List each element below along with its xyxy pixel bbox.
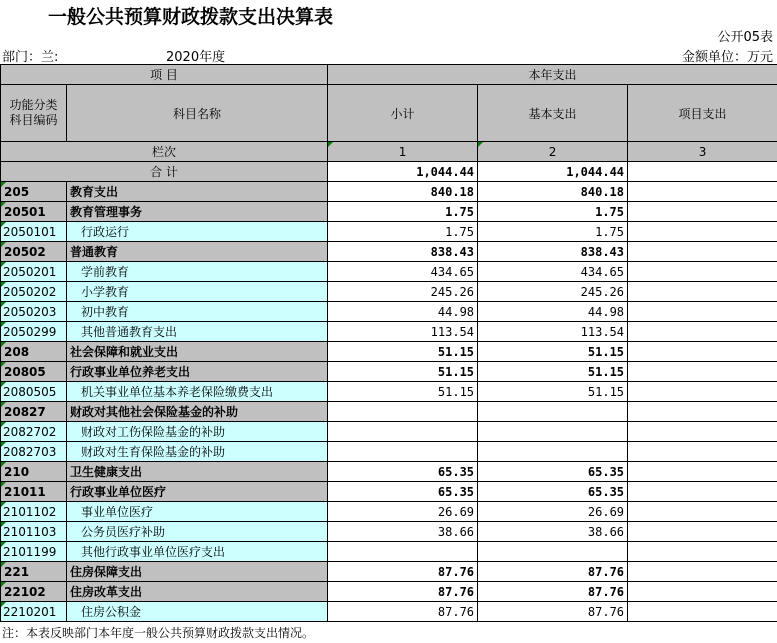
table-row xyxy=(1,442,777,462)
header-func-code: 功能分类科目编码 xyxy=(1,85,67,142)
row-basic: 51.15 xyxy=(478,342,628,362)
header-row-3 xyxy=(1,142,777,162)
table-row xyxy=(1,342,777,362)
row-basic xyxy=(478,442,628,462)
table-row xyxy=(1,422,777,442)
row-code: 2210201 xyxy=(1,602,67,622)
row-subject-name: 社会保障和就业支出 xyxy=(67,342,328,362)
row-code: 2082702 xyxy=(1,422,67,442)
table-row xyxy=(1,482,777,502)
row-code: 208 xyxy=(1,342,67,362)
row-subject-name: 教育支出 xyxy=(67,182,328,202)
row-subject-name: 住房公积金 xyxy=(67,602,328,622)
row-basic xyxy=(478,542,628,562)
row-subtotal: 840.18 xyxy=(328,182,478,202)
row-code: 20502 xyxy=(1,242,67,262)
row-code: 2050101 xyxy=(1,222,67,242)
table-row xyxy=(1,382,777,402)
row-subject-name: 小学教育 xyxy=(67,282,328,302)
row-subtotal xyxy=(328,422,478,442)
row-subject-name: 普通教育 xyxy=(67,242,328,262)
row-subject-name: 财政对生育保险基金的补助 xyxy=(67,442,328,462)
table-row xyxy=(1,302,777,322)
header-row-2 xyxy=(1,85,777,142)
row-code: 2050201 xyxy=(1,262,67,282)
row-code: 22102 xyxy=(1,582,67,602)
row-subtotal: 26.69 xyxy=(328,502,478,522)
table-row xyxy=(1,462,777,482)
row-subtotal: 838.43 xyxy=(328,242,478,262)
row-subject-name: 其他普通教育支出 xyxy=(67,322,328,342)
row-project xyxy=(628,322,777,342)
fiscal-year: 2020年度 xyxy=(166,50,226,65)
row-code: 210 xyxy=(1,462,67,482)
row-project xyxy=(628,182,777,202)
row-subtotal: 87.76 xyxy=(328,582,478,602)
row-subject-name: 公务员医疗补助 xyxy=(67,522,328,542)
row-code: 2101199 xyxy=(1,542,67,562)
row-basic: 65.35 xyxy=(478,482,628,502)
table-row xyxy=(1,182,777,202)
row-basic: 434.65 xyxy=(478,262,628,282)
row-project xyxy=(628,602,777,622)
row-subtotal: 87.76 xyxy=(328,602,478,622)
row-project xyxy=(628,582,777,602)
row-basic xyxy=(478,422,628,442)
row-project xyxy=(628,542,777,562)
row-subject-name: 行政事业单位医疗 xyxy=(67,482,328,502)
row-code: 20501 xyxy=(1,202,67,222)
row-project xyxy=(628,502,777,522)
row-basic: 840.18 xyxy=(478,182,628,202)
row-subtotal: 245.26 xyxy=(328,282,478,302)
row-project xyxy=(628,562,777,582)
table-row xyxy=(1,502,777,522)
row-project xyxy=(628,262,777,282)
header-item: 项 目 xyxy=(1,65,328,85)
total-subtotal: 1,044.44 xyxy=(328,162,478,182)
row-subtotal: 87.76 xyxy=(328,562,478,582)
row-subject-name: 行政运行 xyxy=(67,222,328,242)
row-subject-name: 财政对工伤保险基金的补助 xyxy=(67,422,328,442)
table-row xyxy=(1,262,777,282)
row-project xyxy=(628,242,777,262)
table-row xyxy=(1,282,777,302)
table-row xyxy=(1,362,777,382)
row-subtotal: 65.35 xyxy=(328,462,478,482)
row-subject-name: 住房保障支出 xyxy=(67,562,328,582)
row-project xyxy=(628,342,777,362)
table-row xyxy=(1,222,777,242)
total-label: 合 计 xyxy=(1,162,328,182)
header-basic: 基本支出 xyxy=(478,85,628,142)
row-basic: 65.35 xyxy=(478,462,628,482)
row-subtotal: 51.15 xyxy=(328,382,478,402)
row-basic: 44.98 xyxy=(478,302,628,322)
row-subject-name: 机关事业单位基本养老保险缴费支出 xyxy=(67,382,328,402)
header-subject-name: 科目名称 xyxy=(67,85,328,142)
table-row xyxy=(1,522,777,542)
currency-unit: 金额单位：万元 xyxy=(681,50,773,65)
expenditure-table xyxy=(0,64,777,622)
header-current-year: 本年支出 xyxy=(328,65,777,85)
row-project xyxy=(628,462,777,482)
row-subject-name: 住房改革支出 xyxy=(67,582,328,602)
table-row xyxy=(1,402,777,422)
table-row xyxy=(1,322,777,342)
header-col2: 2 xyxy=(478,142,628,162)
table-row xyxy=(1,542,777,562)
row-code: 21011 xyxy=(1,482,67,502)
department-label: 部门：兰: xyxy=(2,50,59,65)
header-project: 项目支出 xyxy=(628,85,777,142)
row-basic: 87.76 xyxy=(478,602,628,622)
row-project xyxy=(628,202,777,222)
row-code: 2050299 xyxy=(1,322,67,342)
row-project xyxy=(628,522,777,542)
row-basic: 1.75 xyxy=(478,222,628,242)
row-basic: 87.76 xyxy=(478,562,628,582)
row-subtotal: 38.66 xyxy=(328,522,478,542)
row-subject-name: 事业单位医疗 xyxy=(67,502,328,522)
row-basic: 113.54 xyxy=(478,322,628,342)
row-project xyxy=(628,402,777,422)
row-code: 221 xyxy=(1,562,67,582)
form-number: 公开05表 xyxy=(717,30,773,45)
row-code: 2050203 xyxy=(1,302,67,322)
row-basic xyxy=(478,402,628,422)
row-code: 20827 xyxy=(1,402,67,422)
header-col3: 3 xyxy=(628,142,777,162)
footnote: 注：本表反映部门本年度一般公共预算财政拨款支出情况。 xyxy=(2,626,315,640)
header-col1: 1 xyxy=(328,142,478,162)
row-subtotal xyxy=(328,442,478,462)
row-project xyxy=(628,442,777,462)
row-basic: 51.15 xyxy=(478,382,628,402)
row-code: 2101102 xyxy=(1,502,67,522)
row-subtotal: 113.54 xyxy=(328,322,478,342)
row-subject-name: 财政对其他社会保险基金的补助 xyxy=(67,402,328,422)
total-basic: 1,044.44 xyxy=(478,162,628,182)
row-code: 2082703 xyxy=(1,442,67,462)
row-subtotal: 65.35 xyxy=(328,482,478,502)
row-subject-name: 初中教育 xyxy=(67,302,328,322)
table-row xyxy=(1,242,777,262)
row-subtotal xyxy=(328,542,478,562)
total-row xyxy=(1,162,777,182)
row-subject-name: 学前教育 xyxy=(67,262,328,282)
row-code: 20805 xyxy=(1,362,67,382)
header-row-1 xyxy=(1,65,777,85)
row-subtotal: 1.75 xyxy=(328,202,478,222)
header-column-index: 栏次 xyxy=(1,142,328,162)
row-subject-name: 教育管理事务 xyxy=(67,202,328,222)
row-basic: 87.76 xyxy=(478,582,628,602)
row-subject-name: 卫生健康支出 xyxy=(67,462,328,482)
row-subtotal: 44.98 xyxy=(328,302,478,322)
header-subtotal: 小计 xyxy=(328,85,478,142)
row-project xyxy=(628,362,777,382)
row-basic: 838.43 xyxy=(478,242,628,262)
row-project xyxy=(628,382,777,402)
table-row xyxy=(1,202,777,222)
row-basic: 38.66 xyxy=(478,522,628,542)
table-row xyxy=(1,602,777,622)
row-basic: 26.69 xyxy=(478,502,628,522)
row-code: 2080505 xyxy=(1,382,67,402)
row-basic: 1.75 xyxy=(478,202,628,222)
row-basic: 51.15 xyxy=(478,362,628,382)
row-subtotal: 51.15 xyxy=(328,362,478,382)
total-project xyxy=(628,162,777,182)
row-subject-name: 其他行政事业单位医疗支出 xyxy=(67,542,328,562)
row-subtotal: 434.65 xyxy=(328,262,478,282)
row-basic: 245.26 xyxy=(478,282,628,302)
row-project xyxy=(628,282,777,302)
row-project xyxy=(628,482,777,502)
row-subtotal xyxy=(328,402,478,422)
row-project xyxy=(628,302,777,322)
page-title: 一般公共预算财政拨款支出决算表 xyxy=(48,6,334,28)
row-code: 2101103 xyxy=(1,522,67,542)
row-code: 205 xyxy=(1,182,67,202)
row-subtotal: 51.15 xyxy=(328,342,478,362)
table-row xyxy=(1,562,777,582)
table-row xyxy=(1,582,777,602)
row-project xyxy=(628,222,777,242)
row-project xyxy=(628,422,777,442)
row-subject-name: 行政事业单位养老支出 xyxy=(67,362,328,382)
row-subtotal: 1.75 xyxy=(328,222,478,242)
row-code: 2050202 xyxy=(1,282,67,302)
